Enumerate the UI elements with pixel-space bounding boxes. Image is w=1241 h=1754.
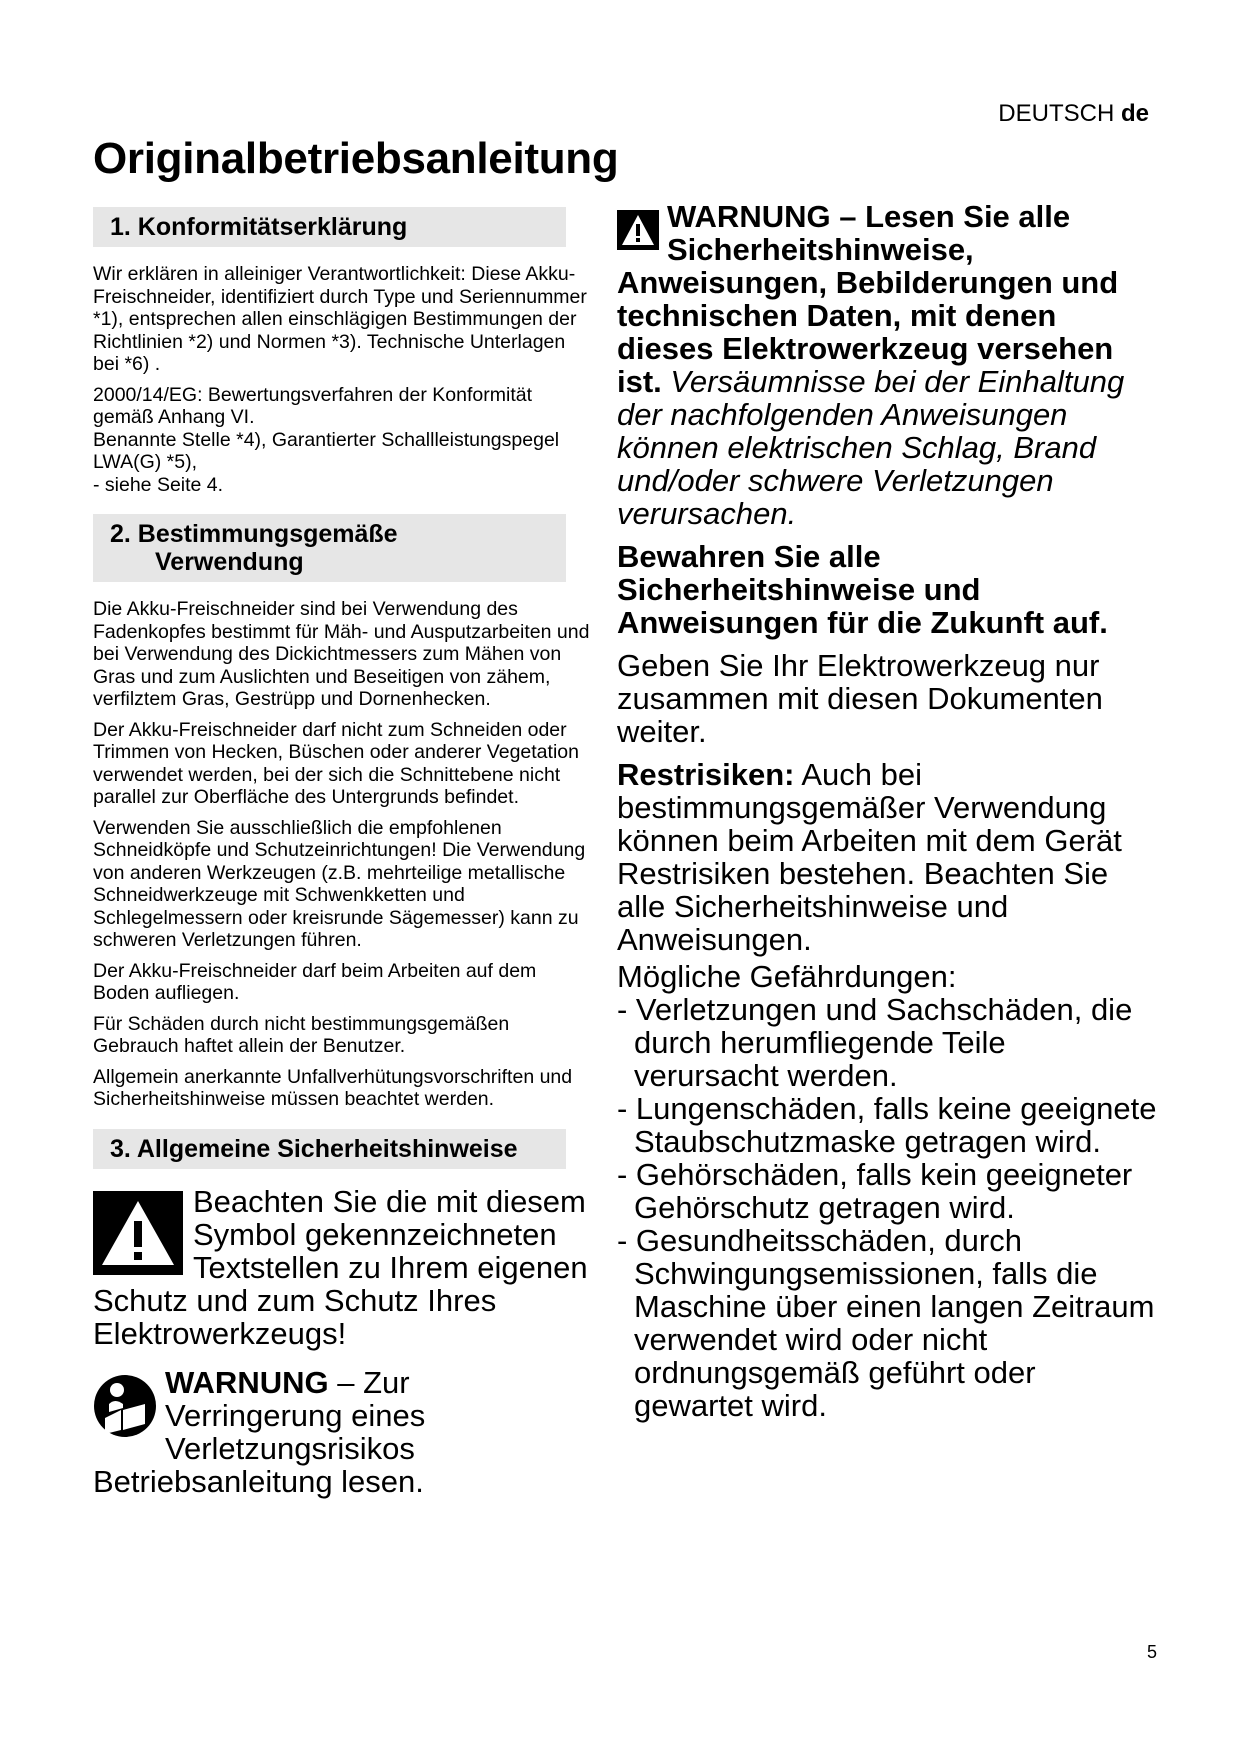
section-2-heading (93, 514, 566, 582)
section-2-paragraph: Allgemein anerkannte Unfallverhütungsvorschriften und Sicherheitshinweise müssen beachtet werden. (93, 1065, 573, 1110)
section-1-paragraph-2 (93, 384, 593, 497)
section-2-paragraph: Verwenden Sie ausschließlich die empfohlenen Schneidköpfe und Schutzeinrichtungen! Die Verwendung von anderen Werkzeugen (z.B. mehrteilige metallische Schneidwerkzeuge mit Schwenkketten und Schlegelmessern oder kreisrunde Sägemesser) kann zu schweren Verletzungen führen. (93, 816, 586, 951)
general-warning-text (617, 200, 1157, 530)
notified-body-text: Benannte Stelle *4), Garantierter Schallleistungspegel LWA(G) *5), (93, 428, 560, 473)
page-title: Originalbetriebsanleitung (93, 134, 619, 183)
pass-on-text: Geben Sie Ihr Elektrowerkzeug nur zusammen mit diesen Dokumenten weiter. (617, 648, 1103, 749)
section-2-paragraph: Der Akku-Freischneider darf beim Arbeiten auf dem Boden aufliegen. (93, 959, 537, 1004)
hazard-item: - Gesundheitsschäden, durch Schwingungsemissionen, falls die Maschine über einen langen Zeitraum verwendet wird oder nicht ordnungsgemäß geführt oder gewartet wird. (617, 1223, 1155, 1423)
language-code: de (1120, 100, 1149, 127)
warning-label: WARNUNG (165, 1364, 329, 1400)
keep-instructions-text (617, 540, 1157, 639)
warning-symbol-note (93, 1185, 593, 1350)
page-number: 5 (1146, 1642, 1157, 1662)
general-warning-italic: Versäumnisse bei der Einhaltung der nachfolgenden Anweisungen können elektrischen Schlag, Brand und/oder schwere Verletzungen verursachen. (617, 364, 1125, 531)
left-column (93, 207, 593, 1498)
residual-risks-body: Auch bei bestimmungsgemäßer Verwendung können beim Arbeiten mit dem Gerät Restrisiken bestehen. Beachten Sie alle Sicherheitshinweise und Anweisungen. (617, 757, 1122, 957)
see-page-text: - siehe Seite 4. (93, 473, 224, 496)
hazard-item: - Gehörschäden, falls kein geeigneter Gehörschutz getragen wird. (617, 1157, 1133, 1225)
read-manual-warning (93, 1366, 593, 1498)
general-warning (617, 200, 1157, 530)
section-2-paragraph: Für Schäden durch nicht bestimmungsgemäßen Gebrauch haftet allein der Benutzer. (93, 1012, 510, 1057)
read-manual-body: – Zur Verringerung eines Verletzungsrisikos Betriebsanleitung lesen. (93, 1364, 426, 1499)
residual-risks-text (617, 758, 1157, 956)
section-1-paragraph: Wir erklären in alleiniger Verantwortlichkeit: Diese Akku-Freischneider, identifiziert durch Type und Seriennummer *1), entsprechen allen einschlägigen Bestimmungen der Richtlinien *2) und Normen *3). Technische Unterlagen bei *6) . (93, 263, 587, 375)
language-label: DEUTSCH (998, 100, 1115, 127)
section-2-heading-line-2: Verwendung (155, 548, 304, 576)
read-manual-icon (93, 1374, 157, 1438)
hazards-heading: Mögliche Gefährdungen: (617, 959, 957, 994)
residual-risks-label: Restrisiken: (617, 757, 795, 792)
symbol-explanation-text: Beachten Sie die mit diesem Symbol gekennzeichneten Textstellen zu Ihrem eigenen Schutz und zum Schutz Ihres Elektrowerkzeugs! (93, 1183, 588, 1351)
keep-instructions-bold: Bewahren Sie alle Sicherheitshinweise und Anweisungen für die Zukunft auf. (617, 539, 1108, 640)
general-warning-bold: WARNUNG – Lesen Sie alle Sicherheitshinweise, Anweisungen, Bebilderungen und technischen Daten, mit denen dieses Elektrowerkzeug versehen ist. (617, 199, 1119, 399)
section-2-paragraph: Die Akku-Freischneider sind bei Verwendung des Fadenkopfes bestimmt für Mäh- und Ausputzarbeiten und bei Verwendung des Dickichtmessers zum Mähen von Gras und zum Auslichten und Beseitigen von zähem, verfilztem Gras, Gestrüpp und Dornenhecken. (93, 598, 590, 710)
section-2-body (93, 598, 593, 1111)
conformity-procedure-text: 2000/14/EG: Bewertungsverfahren der Konformität gemäß Anhang VI. (93, 383, 532, 428)
warning-triangle-icon (617, 210, 659, 250)
hazard-item: - Lungenschäden, falls keine geeignete Staubschutzmaske getragen wird. (617, 1091, 1157, 1159)
language-indicator (998, 100, 1149, 128)
hazard-item: - Verletzungen und Sachschäden, die durch herumfliegende Teile verursacht werden. (617, 992, 1133, 1093)
section-2-heading-line-1: 2. Bestimmungsgemäße (110, 520, 398, 548)
right-column (617, 200, 1157, 1422)
section-2-paragraph: Der Akku-Freischneider darf nicht zum Schneiden oder Trimmen von Hecken, Büschen oder anderer Vegetation verwendet werden, bei der sich die Schnittebene nicht parallel zur Oberfläche des Untergrunds befindet. (93, 718, 579, 808)
read-manual-text (93, 1366, 593, 1498)
section-3-heading: 3. Allgemeine Sicherheitshinweise (93, 1129, 566, 1169)
section-1-heading: 1. Konformitätserklärung (93, 207, 566, 247)
warning-triangle-icon (93, 1191, 183, 1275)
hazards-list (617, 993, 1157, 1422)
section-1-body (93, 263, 593, 496)
